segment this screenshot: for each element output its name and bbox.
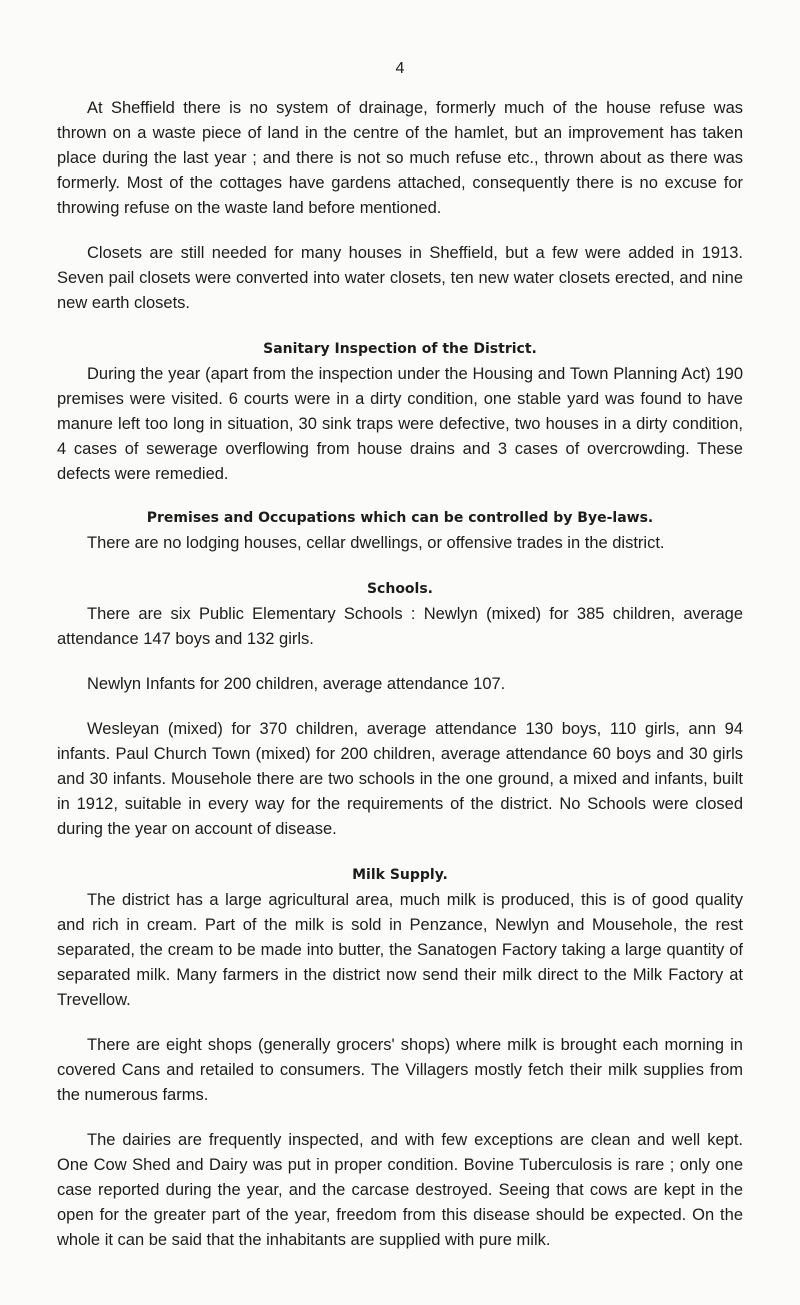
paragraph-schools-3: Wesleyan (mixed) for 370 children, average attendance 130 boys, 110 girls, ann 94 infants. Paul Church Town (mixed) for 200 children, average attendance 60 boys and 30 girls and 30 infants. Mousehole there are two schools in the one ground, a mixed and infants, built in 1912, suitable in every way for the requirements of the district. No Schools were closed during the year on account of disease. — [57, 720, 743, 838]
page-number: 4 — [395, 60, 405, 77]
paragraph-schools-1: There are six Public Elementary Schools : Newlyn (mixed) for 385 children, average attendance 147 boys and 132 girls. — [57, 605, 743, 648]
paragraph-drainage: At Sheffield there is no system of drainage, formerly much of the house refuse was thrown on a waste piece of land in the centre of the hamlet, but an improvement has taken place during the last year ; and there is not so much refuse etc., thrown about as there was formerly. Most of the cottages have gardens attached, consequently there is no excuse for throwing refuse on the waste land before mentioned. — [57, 99, 743, 217]
paragraph-milk-2: There are eight shops (generally grocers' shops) where milk is brought each morning in covered Cans and retailed to consumers. The Villagers mostly fetch their milk supplies from the numerous farms. — [57, 1036, 743, 1104]
heading-milk-supply: Milk Supply. — [352, 867, 448, 883]
paragraph-milk-1: The district has a large agricultural area, much milk is produced, this is of good quality and rich in cream. Part of the milk is sold in Penzance, Newlyn and Mousehole, the rest separated, the cream to be made into butter, the Sanatogen Factory taking a large quantity of separated milk. Many farmers in the district now send their milk direct to the Milk Factory at Trevellow. — [57, 891, 743, 1009]
paragraph-premises-occupations: There are no lodging houses, cellar dwellings, or offensive trades in the district. — [87, 534, 665, 552]
paragraph-milk-3: The dairies are frequently inspected, and with few exceptions are clean and well kept. One Cow Shed and Dairy was put in proper condition. Bovine Tuberculosis is rare ; only one case reported during the year, and the carcase destroyed. Seeing that cows are kept in the open for the greater part of the year, freedom from this disease should be expected. On the whole it can be said that the inhabitants are supplied with pure milk. — [57, 1131, 743, 1249]
heading-premises-occupations: Premises and Occupations which can be controlled by Bye-laws. — [146, 510, 654, 526]
heading-sanitary-inspection: Sanitary Inspection of the District. — [263, 341, 537, 357]
paragraph-closets: Closets are still needed for many houses in Sheffield, but a few were added in 1913. Seven pail closets were converted into water closets, ten new water closets erected, and nine new earth closets. — [57, 244, 743, 312]
heading-schools: Schools. — [366, 581, 434, 597]
paragraph-sanitary-inspection: During the year (apart from the inspection under the Housing and Town Planning Act) 190 premises were visited. 6 courts were in a dirty condition, one stable yard was found to have manure left too long in situation, 30 sink traps were defective, two houses in a dirty condition, 4 cases of sewerage overflowing from house drains and 3 cases of overcrowding. These defects were remedied. — [57, 365, 743, 483]
paragraph-schools-2: Newlyn Infants for 200 children, average attendance 107. — [87, 675, 506, 693]
